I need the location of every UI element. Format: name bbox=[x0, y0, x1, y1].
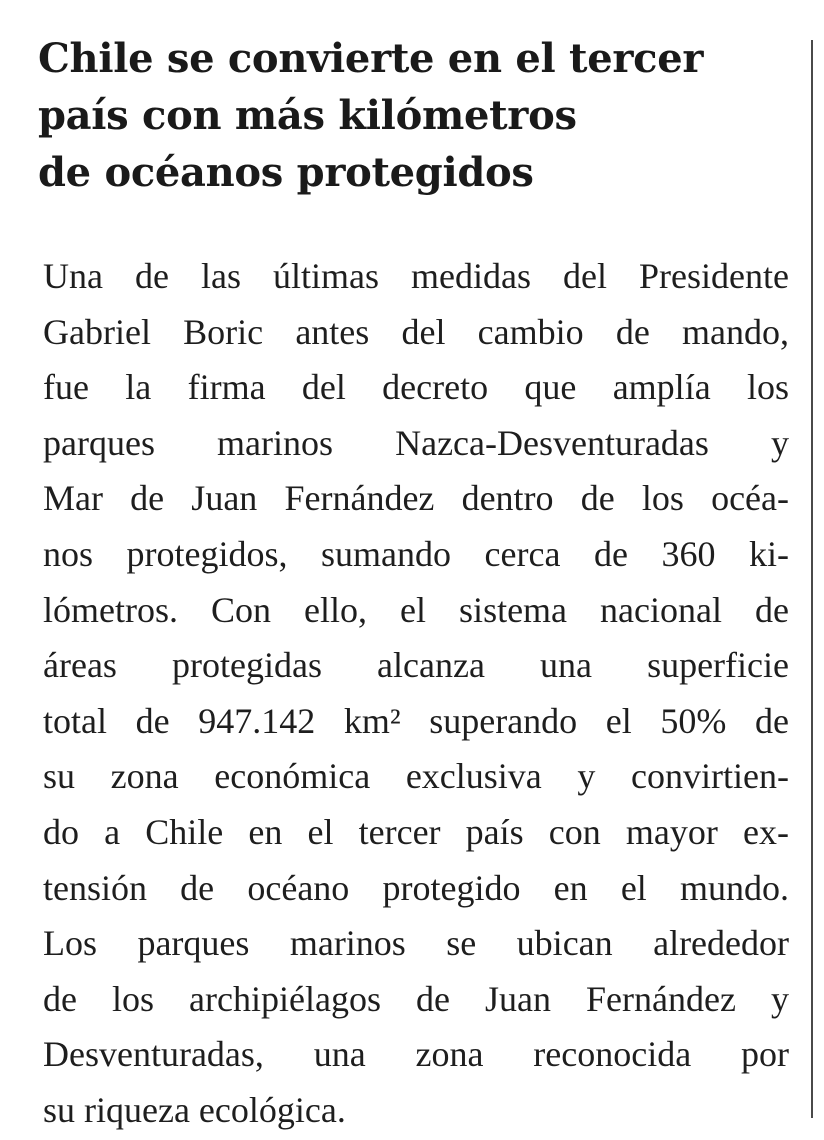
headline-line: país con más kilómetros bbox=[38, 92, 577, 139]
body-line: Desventuradas, una zona reconocida por bbox=[43, 1034, 789, 1075]
body-line: su riqueza ecológica. bbox=[43, 1089, 346, 1130]
body-line: Una de las últimas medidas del Presidente bbox=[43, 256, 789, 296]
body-line: áreas protegidas alcanza una superficie bbox=[43, 645, 789, 686]
body-line: su zona económica exclusiva y convirtien- bbox=[43, 756, 789, 797]
body-line: do a Chile en el tercer país con mayor ex- bbox=[43, 811, 789, 852]
headline-line: de océanos protegidos bbox=[38, 149, 534, 196]
body-line: tensión de océano protegido en el mundo. bbox=[43, 867, 789, 908]
headline-line: Chile se convierte en el tercer bbox=[38, 35, 704, 82]
body-line: Los parques marinos se ubican alrededor bbox=[43, 923, 789, 964]
body-line: parques marinos Nazca-Desventuradas y bbox=[43, 422, 789, 463]
body-line: Mar de Juan Fernández dentro de los océa- bbox=[43, 478, 789, 519]
body-line: lómetros. Con ello, el sistema nacional de bbox=[43, 589, 789, 630]
article-body bbox=[43, 249, 789, 1139]
column-divider bbox=[811, 40, 813, 1118]
article-headline bbox=[38, 30, 798, 201]
body-line: fue la firma del decreto que amplía los bbox=[43, 367, 789, 408]
body-line: nos protegidos, sumando cerca de 360 ki- bbox=[43, 533, 789, 574]
body-line: Gabriel Boric antes del cambio de mando, bbox=[43, 311, 789, 352]
body-line: total de 947.142 km² superando el 50% de bbox=[43, 700, 789, 741]
body-line: de los archipiélagos de Juan Fernández y bbox=[43, 978, 789, 1019]
